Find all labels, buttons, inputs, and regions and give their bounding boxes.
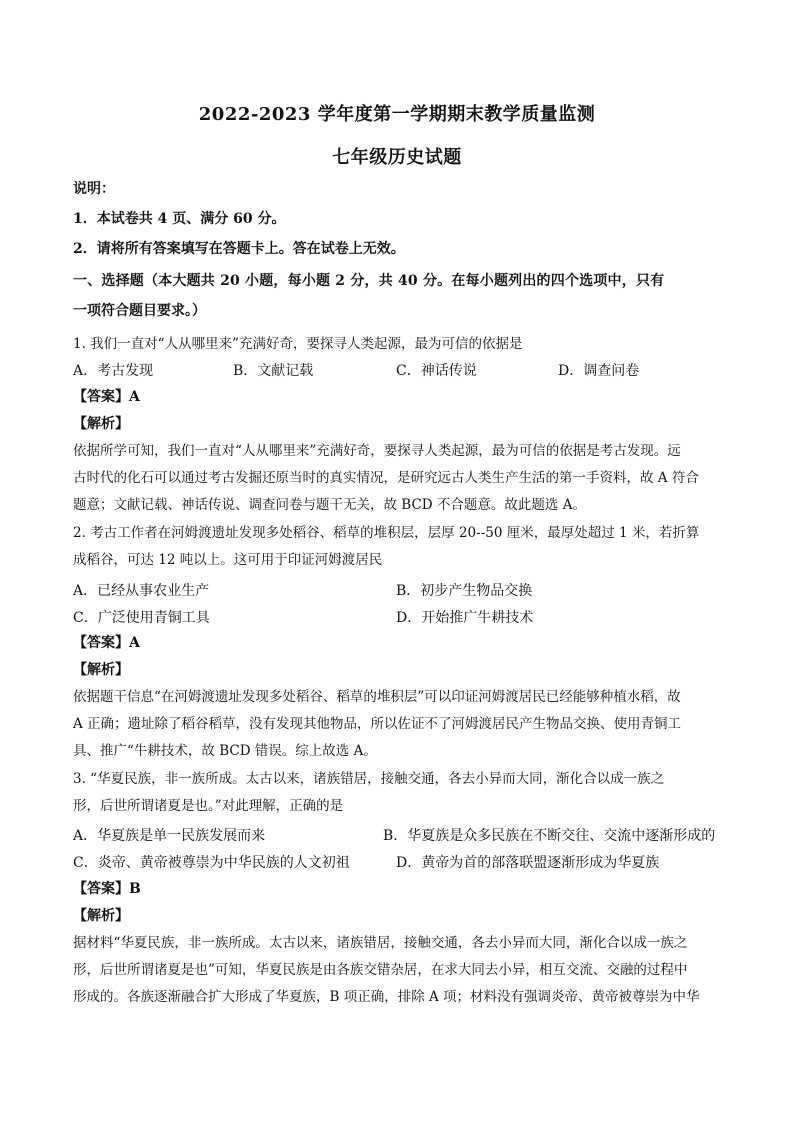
exam-subtitle: 七年级历史试题 xyxy=(332,147,462,168)
question-2-stem: 2. 考古工作者在河姆渡遗址发现多处稻谷、稻草的堆积层，层厚 20--50 厘米，最厚处超过 1 米，若折算 xyxy=(73,525,700,541)
section-heading-line2: 一项符合题目要求。） xyxy=(73,303,206,319)
question-1-stem: 1. 我们一直对“人从哪里来”充满好奇，要探寻人类起源，最为可信的依据是 xyxy=(73,336,523,352)
question-1-option-c: C．神话传说 xyxy=(396,363,477,379)
question-1-analysis-line: 古时代的化石可以通过考古发掘还原当时的真实情况，是研究远古人类生产生活的第一手资料，故 A 符合 xyxy=(73,470,699,486)
section-heading-line1: 一、选择题（本大题共 20 小题，每小题 2 分，共 40 分。在每小题列出的四个选项中，只有 xyxy=(73,273,665,289)
question-1-analysis-label: 【解析】 xyxy=(73,416,129,432)
question-2-stem: 成稻谷，可达 12 吨以上。这可用于印证河姆渡居民 xyxy=(73,552,383,568)
question-2-option-a: A．已经从事农业生产 xyxy=(73,583,210,599)
question-2-analysis-line: 具、推广“牛耕技术，故 BCD 错误。综上故选 A。 xyxy=(73,743,377,759)
question-3-stem: 3. “华夏民族，非一族所成。太古以来，诸族错居，接触交通，各去小异而大同，渐化合以成一族之 xyxy=(73,771,665,787)
question-1-analysis-line: 题意；文献记载、神话传说、调查问卷与题干无关，故 BCD 不合题意。故此题选 A。 xyxy=(73,497,586,513)
exam-title: 2022-2023 学年度第一学期期末教学质量监测 xyxy=(198,104,596,125)
instruction-item: 1．本试卷共 4 页、满分 60 分。 xyxy=(73,211,286,227)
question-3-analysis-line: 据材料“华夏民族，非一族所成。太古以来，诸族错居，接触交通，各去小异而大同，渐化合以成一族之 xyxy=(73,935,688,951)
question-3-analysis-line: 形成的。各族逐渐融合扩大形成了华夏族，B 项正确，排除 A 项；材料没有强调炎帝、黄帝被尊崇为中华 xyxy=(73,989,700,1005)
question-2-analysis-label: 【解析】 xyxy=(73,662,129,678)
question-3-option-c: C．炎帝、黄帝被尊崇为中华民族的人文初祖 xyxy=(73,855,350,871)
question-1-answer: 【答案】A xyxy=(73,389,140,405)
question-3-option-d: D．黄帝为首的部落联盟逐渐形成为华夏族 xyxy=(396,855,660,871)
question-1-option-d: D．调查问卷 xyxy=(558,363,640,379)
question-3-stem: 形，后世所谓诸夏是也。”对此理解，正确的是 xyxy=(73,798,344,814)
question-1-analysis-line: 依据所学可知，我们一直对“人从哪里来”充满好奇，要探寻人类起源，最为可信的依据是考古发现。远 xyxy=(73,443,681,459)
question-3-analysis-line: 形，后世所谓诸夏是也”可知，华夏民族是由各族交错杂居，在求大同去小异，相互交流、交融的过程中 xyxy=(73,962,688,978)
question-2-analysis-line: A 正确；遗址除了稻谷稻草，没有发现其他物品，所以佐证不了河姆渡居民产生物品交换、使用青铜工 xyxy=(73,716,682,732)
question-3-analysis-label: 【解析】 xyxy=(73,908,129,924)
question-3-answer: 【答案】B xyxy=(73,881,141,897)
question-2-analysis-line: 依据题干信息“在河姆渡遗址发现多处稻谷、稻草的堆积层”可以印证河姆渡居民已经能够种植水稻，故 xyxy=(73,689,681,705)
instructions-heading: 说明： xyxy=(73,181,115,197)
instruction-item: 2．请将所有答案填写在答题卡上。答在试卷上无效。 xyxy=(73,241,405,257)
question-2-option-d: D．开始推广牛耕技术 xyxy=(396,610,534,626)
question-3-option-a: A．华夏族是单一民族发展而来 xyxy=(73,828,266,844)
question-1-option-b: B．文献记载 xyxy=(233,363,314,379)
question-3-option-b: B．华夏族是众多民族在不断交往、交流中逐渐形成的 xyxy=(383,828,716,844)
question-2-option-b: B．初步产生物品交换 xyxy=(396,583,533,599)
question-2-answer: 【答案】A xyxy=(73,635,140,651)
question-2-option-c: C．广泛使用青铜工具 xyxy=(73,610,210,626)
question-1-option-a: A．考古发现 xyxy=(73,363,154,379)
